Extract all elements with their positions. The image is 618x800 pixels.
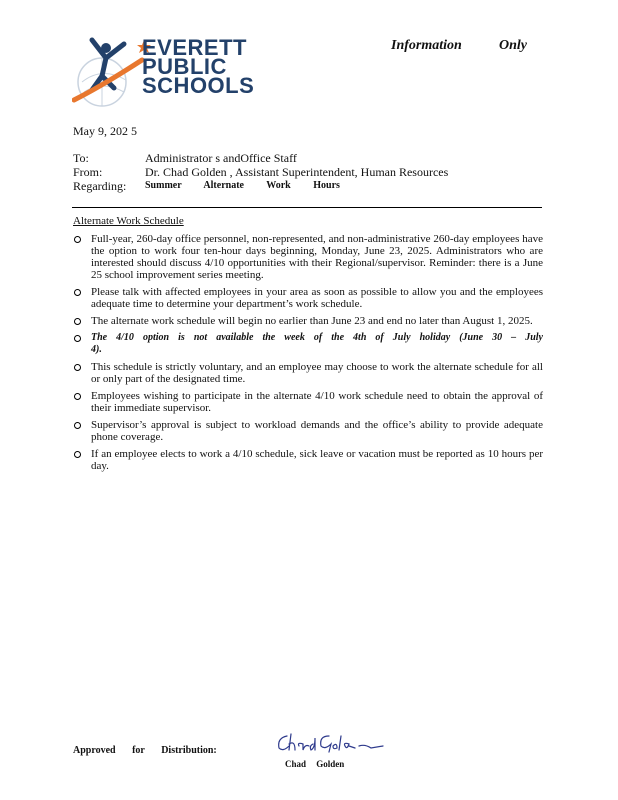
logo-wordmark	[142, 35, 255, 98]
header-divider	[72, 207, 542, 208]
list-item-text: Full-year, 260-day office personnel, non-represented, and non-administrative 260-day employees have the option to work four ten-hour days beginning, Monday, June 23, 2025. Administrators who are interested should discuss 4/10 opportunities with their Regional/supervisor. Reminder: there is a June 25 school improvement series meeting.	[91, 233, 543, 281]
signature-image	[275, 730, 385, 756]
bullet-icon	[74, 422, 81, 429]
memo-date: May 9, 202 5	[73, 124, 137, 138]
bullet-icon	[74, 236, 81, 243]
schedule-list	[73, 233, 543, 477]
from-value: Dr. Chad Golden , Assistant Superintendent, Human Resources	[145, 165, 449, 179]
bullet-icon	[74, 289, 81, 296]
list-item-text: Supervisor’s approval is subject to workload demands and the office’s ability to provide adequate phone coverage.	[91, 419, 543, 443]
list-item	[73, 448, 543, 472]
logo-line-2: PUBLIC	[142, 54, 227, 79]
only-label: Only	[499, 38, 527, 53]
from-label: From:	[73, 165, 103, 179]
list-item	[73, 286, 543, 310]
bullet-icon	[74, 451, 81, 458]
list-item	[73, 315, 543, 327]
list-item-text: Please talk with affected employees in your area as soon as possible to allow you and the employees adequate time to determine your department’s work schedule.	[91, 286, 543, 310]
approved-label: Approved for Distribution:	[73, 745, 217, 756]
section-title: Alternate Work Schedule	[73, 215, 184, 227]
regarding-value: Summer Alternate Work Hours	[145, 180, 340, 191]
bullet-icon	[74, 318, 81, 325]
list-item-text: If an employee elects to work a 4/10 schedule, sick leave or vacation must be reported as 10 hours per day.	[91, 448, 543, 472]
regarding-label: Regarding:	[73, 179, 127, 193]
list-item	[73, 361, 543, 385]
list-item-text: The alternate work schedule will begin no earlier than June 23 and end no later than August 1, 2025.	[91, 315, 533, 327]
list-item-text: Employees wishing to participate in the alternate 4/10 work schedule need to obtain the approval of their immediate supervisor.	[91, 390, 543, 414]
bullet-icon	[74, 364, 81, 371]
to-row	[73, 151, 448, 165]
logo-line-3: SCHOOLS	[142, 73, 255, 98]
signer-name: Chad Golden	[285, 759, 345, 769]
bullet-icon	[74, 335, 81, 342]
list-item-text: The 4/10 option is not available the week of the 4th of July holiday (June 30 – July 4).	[91, 332, 543, 355]
to-value: Administrator s andOffice Staff	[145, 151, 297, 165]
list-item	[73, 332, 543, 356]
regarding-row	[73, 179, 448, 193]
list-item	[73, 419, 543, 443]
list-item	[73, 390, 543, 414]
logo-emblem-icon	[72, 36, 152, 112]
to-label: To:	[73, 151, 89, 165]
bullet-icon	[74, 393, 81, 400]
info-label: Information	[391, 38, 462, 53]
from-row	[73, 165, 448, 179]
list-item	[73, 233, 543, 281]
logo-line-1: EVERETT	[142, 35, 247, 60]
memo-header	[73, 151, 448, 193]
list-item-text: This schedule is strictly voluntary, and an employee may choose to work the alternate schedule for all or only part of the designated time.	[91, 361, 543, 385]
